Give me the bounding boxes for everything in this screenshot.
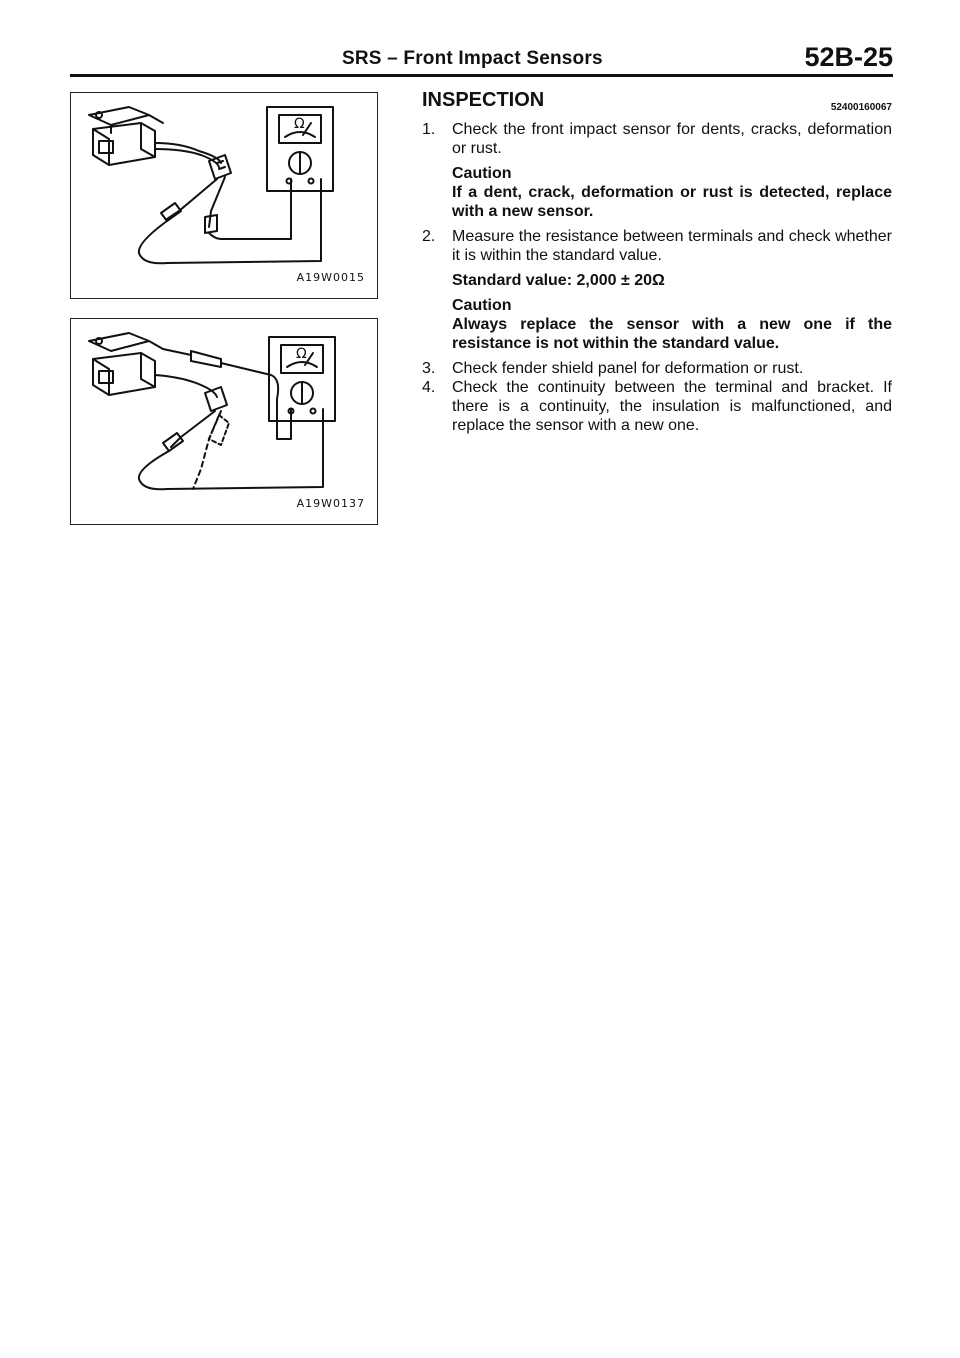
step-number: 3. xyxy=(422,360,436,377)
sensor-ohmmeter-illustration-1 xyxy=(71,93,377,298)
caution-block xyxy=(422,164,892,221)
step-1 xyxy=(422,120,892,158)
step-number: 1. xyxy=(422,121,436,138)
step-text: Measure the resistance between terminals and check whether it is within the standard value. xyxy=(452,228,892,264)
figure-code: A19W0137 xyxy=(296,497,365,510)
svg-text:Ω: Ω xyxy=(294,116,305,132)
step-3 xyxy=(422,359,892,378)
standard-value: Standard value: 2,000 ± 20Ω xyxy=(452,272,665,289)
figure-code: A19W0015 xyxy=(296,271,365,284)
section-title: INSPECTION xyxy=(422,89,545,111)
caution-label: Caution xyxy=(452,297,512,314)
step-4 xyxy=(422,378,892,435)
figure-sensor-resistance-check xyxy=(70,92,378,299)
step-number: 4. xyxy=(422,379,436,396)
step-2 xyxy=(422,227,892,265)
step-text: Check the continuity between the terminal and bracket. If there is a continuity, the insulation is malfunctioned, and replace the sensor with a new one. xyxy=(452,379,892,434)
section-heading xyxy=(422,88,892,114)
caution-text: If a dent, crack, deformation or rust is detected, replace with a new sensor. xyxy=(452,184,892,220)
inspection-section xyxy=(422,88,892,441)
step-number: 2. xyxy=(422,228,436,245)
sensor-ohmmeter-illustration-2 xyxy=(71,319,377,524)
header-divider xyxy=(70,74,893,77)
caution-text: Always replace the sensor with a new one if the resistance is not within the standard value. xyxy=(452,316,892,352)
header-title: SRS – Front Impact Sensors xyxy=(342,48,603,69)
section-code: 52400160067 xyxy=(830,102,892,113)
figure-continuity-check xyxy=(70,318,378,525)
caution-label: Caution xyxy=(452,165,512,182)
svg-text:Ω: Ω xyxy=(296,346,307,362)
page-header xyxy=(70,42,893,76)
page-number: 52B-25 xyxy=(804,42,893,72)
step-text: Check fender shield panel for deformation or rust. xyxy=(452,360,804,377)
caution-block xyxy=(422,296,892,353)
step-text: Check the front impact sensor for dents, cracks, deformation or rust. xyxy=(452,121,892,157)
